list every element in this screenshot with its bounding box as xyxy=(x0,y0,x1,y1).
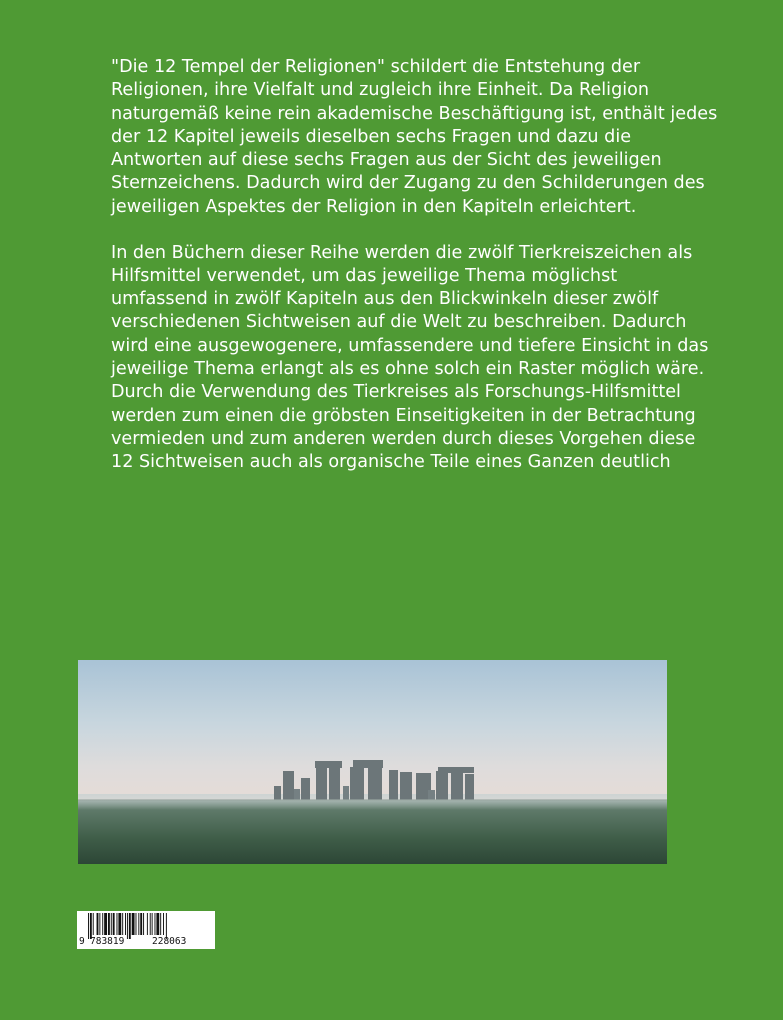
barcode-bar xyxy=(143,913,144,935)
blurb-line: Religionen, ihre Vielfalt und zugleich ihre Einheit. Da Religion xyxy=(111,80,650,101)
barcode-bar xyxy=(117,913,118,935)
blurb-line: "Die 12 Tempel der Religionen" schildert die Entstehung der xyxy=(111,57,641,77)
barcode-bar xyxy=(118,913,121,935)
barcode-bar xyxy=(99,913,100,935)
barcode-bar xyxy=(152,913,153,935)
back-cover-blurb xyxy=(111,56,718,475)
barcode-bar xyxy=(125,913,126,935)
barcode-left-group: 783819 xyxy=(90,936,125,947)
barcode-bar xyxy=(111,913,112,935)
blurb-line: Durch die Verwendung des Tierkreises als Forschungs-Hilfsmittel xyxy=(111,382,681,403)
blurb-line: verschiedenen Sichtweisen auf die Welt zu beschreiben. Dadurch xyxy=(111,312,687,333)
blurb-line: umfassend in zwölf Kapiteln aus den Blickwinkeln dieser zwölf xyxy=(111,289,659,310)
blurb-line: jeweilige Thema erlangt als es ohne solch ein Raster möglich wäre. xyxy=(111,359,705,380)
barcode-lead-digit: 9 xyxy=(79,936,85,947)
blurb-line: Hilfsmittel verwendet, um das jeweilige Thema möglichst xyxy=(111,265,618,286)
barcode-digits xyxy=(77,936,215,948)
barcode-bar xyxy=(156,913,159,935)
barcode-bar xyxy=(104,913,107,935)
blurb-line: naturgemäß keine rein akademische Beschäftigung ist, enthält jedes xyxy=(111,103,718,124)
barcode-bar xyxy=(122,913,123,935)
barcode-bar xyxy=(160,913,161,935)
blurb-line: der 12 Kapitel jeweils dieselben sechs Fragen und dazu die xyxy=(111,126,632,147)
barcode-bar xyxy=(113,913,115,935)
barcode-bar xyxy=(138,913,139,935)
barcode-bar xyxy=(150,913,151,935)
barcode-bar xyxy=(132,913,135,935)
blurb-line: werden zum einen die gröbsten Einseitigkeiten in der Betrachtung xyxy=(111,405,696,426)
blurb-line: 12 Sichtweisen auch als organische Teile eines Ganzen deutlich xyxy=(111,452,671,473)
blurb-paragraph-1 xyxy=(111,56,718,219)
barcode-bar xyxy=(97,913,99,935)
barcode-bar xyxy=(136,913,137,935)
stonehenge-photo xyxy=(78,660,667,864)
barcode-bar xyxy=(155,913,156,935)
blurb-line: wird eine ausgewogenere, umfassendere und tiefere Einsicht in das xyxy=(111,335,709,356)
isbn-barcode xyxy=(77,911,215,949)
blurb-line: vermieden und zum anderen werden durch dieses Vorgehen diese xyxy=(111,428,696,449)
barcode-bar xyxy=(140,913,142,935)
barcode-bar xyxy=(108,913,110,935)
barcode-bar xyxy=(147,913,148,935)
blurb-paragraph-2 xyxy=(111,242,709,475)
barcode-bar xyxy=(102,913,103,935)
blurb-line: In den Büchern dieser Reihe werden die zwölf Tierkreiszeichen als xyxy=(111,242,693,263)
blurb-line: Sternzeichens. Dadurch wird der Zugang zu den Schilderungen des xyxy=(111,173,705,194)
barcode-right-group: 228063 xyxy=(152,936,187,947)
barcode-bar xyxy=(93,913,94,935)
barcode-bar xyxy=(163,913,164,935)
blurb-line: jeweiligen Aspektes der Religion in den Kapiteln erleichtert. xyxy=(111,196,637,217)
blurb-line: Antworten auf diese sechs Fragen aus der Sicht des jeweiligen xyxy=(111,150,662,171)
